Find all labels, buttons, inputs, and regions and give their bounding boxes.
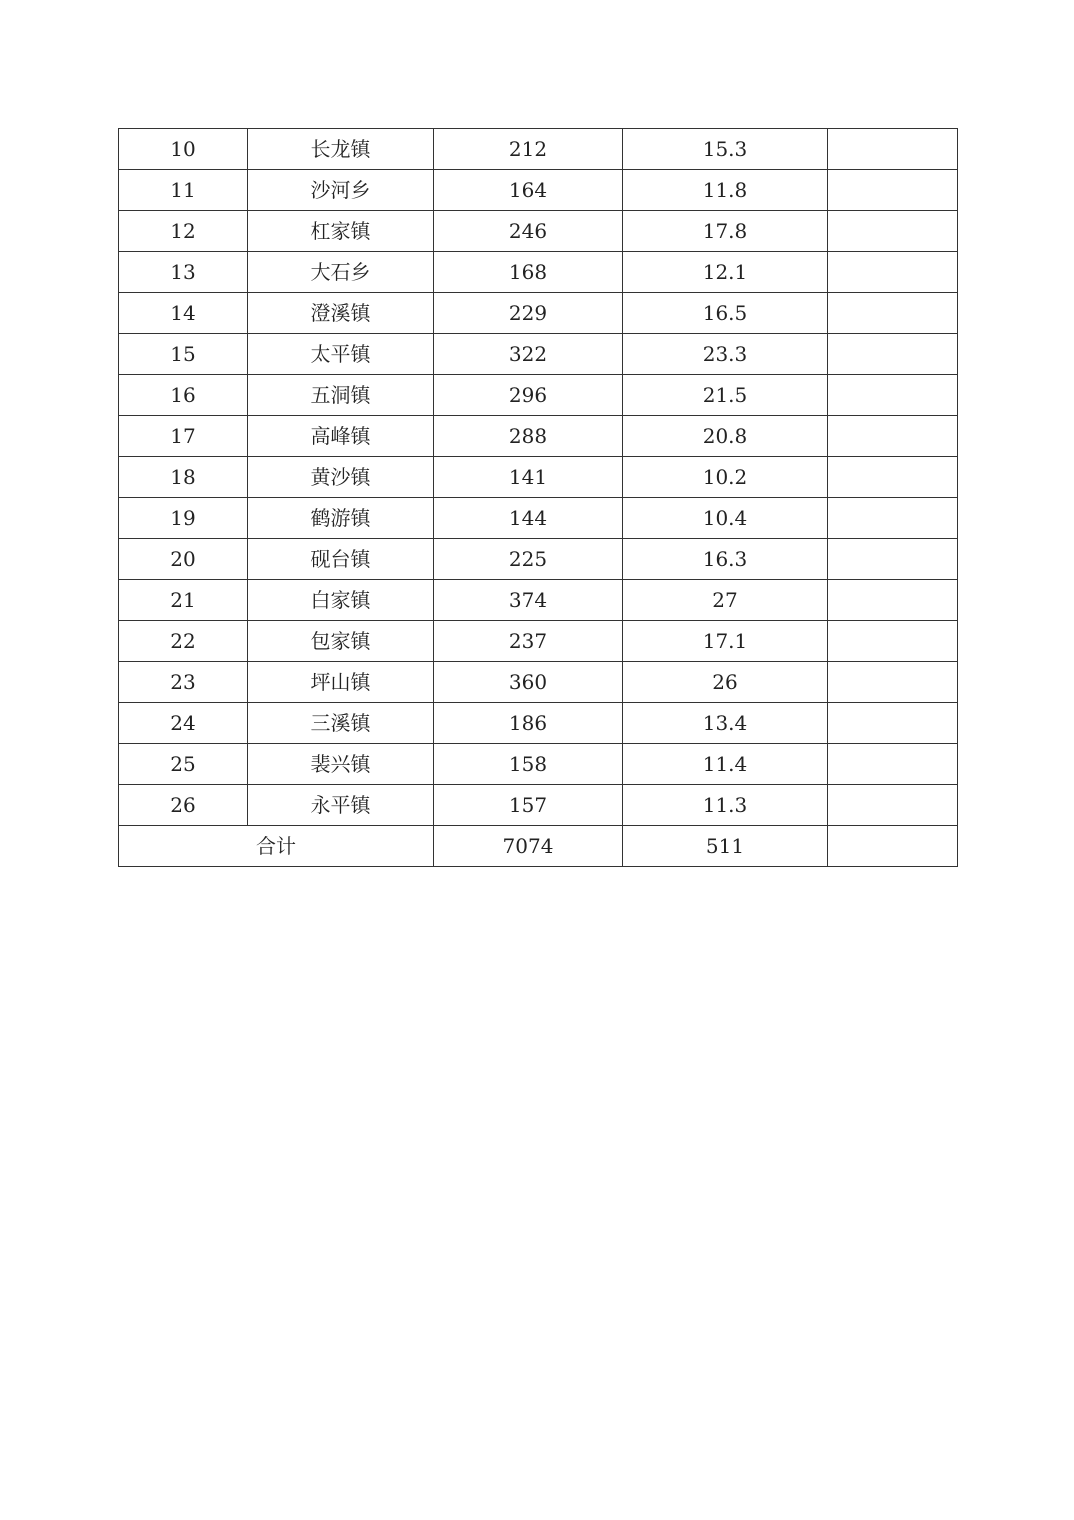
- table-row: [119, 621, 958, 662]
- table-row: [119, 252, 958, 293]
- table-row: [119, 498, 958, 539]
- table-row: [119, 457, 958, 498]
- value-a-cell: 288: [434, 416, 623, 457]
- town-name-cell: 砚台镇: [248, 539, 434, 580]
- note-cell: [828, 457, 958, 498]
- table-row: [119, 129, 958, 170]
- note-cell: [828, 416, 958, 457]
- value-b-cell: 15.3: [623, 129, 828, 170]
- value-b-cell: 16.3: [623, 539, 828, 580]
- value-b-cell: 17.1: [623, 621, 828, 662]
- value-a-cell: 141: [434, 457, 623, 498]
- value-a-cell: 322: [434, 334, 623, 375]
- table-body: [119, 129, 958, 867]
- town-name-cell: 沙河乡: [248, 170, 434, 211]
- note-cell: [828, 539, 958, 580]
- row-number-cell: 14: [119, 293, 248, 334]
- row-number-cell: 11: [119, 170, 248, 211]
- data-table: [118, 128, 958, 867]
- town-name-cell: 杠家镇: [248, 211, 434, 252]
- town-name-cell: 黄沙镇: [248, 457, 434, 498]
- town-name-cell: 长龙镇: [248, 129, 434, 170]
- town-name-cell: 裴兴镇: [248, 744, 434, 785]
- town-name-cell: 鹤游镇: [248, 498, 434, 539]
- value-b-cell: 11.4: [623, 744, 828, 785]
- note-cell: [828, 744, 958, 785]
- row-number-cell: 15: [119, 334, 248, 375]
- value-a-cell: 296: [434, 375, 623, 416]
- value-a-cell: 164: [434, 170, 623, 211]
- value-b-cell: 13.4: [623, 703, 828, 744]
- row-number-cell: 24: [119, 703, 248, 744]
- town-name-cell: 包家镇: [248, 621, 434, 662]
- note-cell: [828, 785, 958, 826]
- row-number-cell: 20: [119, 539, 248, 580]
- note-cell: [828, 703, 958, 744]
- value-a-cell: 374: [434, 580, 623, 621]
- table-row: [119, 293, 958, 334]
- table-row: [119, 744, 958, 785]
- table-row: [119, 170, 958, 211]
- value-a-cell: 144: [434, 498, 623, 539]
- note-cell: [828, 293, 958, 334]
- row-number-cell: 22: [119, 621, 248, 662]
- row-number-cell: 23: [119, 662, 248, 703]
- row-number-cell: 12: [119, 211, 248, 252]
- row-number-cell: 26: [119, 785, 248, 826]
- town-name-cell: 五洞镇: [248, 375, 434, 416]
- town-name-cell: 高峰镇: [248, 416, 434, 457]
- town-name-cell: 澄溪镇: [248, 293, 434, 334]
- note-cell: [828, 170, 958, 211]
- value-a-cell: 360: [434, 662, 623, 703]
- note-cell: [828, 129, 958, 170]
- value-b-cell: 11.8: [623, 170, 828, 211]
- value-a-cell: 186: [434, 703, 623, 744]
- value-b-cell: 10.2: [623, 457, 828, 498]
- row-number-cell: 13: [119, 252, 248, 293]
- town-name-cell: 太平镇: [248, 334, 434, 375]
- value-b-cell: 21.5: [623, 375, 828, 416]
- row-number-cell: 10: [119, 129, 248, 170]
- value-b-cell: 17.8: [623, 211, 828, 252]
- value-b-cell: 10.4: [623, 498, 828, 539]
- value-a-cell: 212: [434, 129, 623, 170]
- value-b-cell: 20.8: [623, 416, 828, 457]
- value-a-cell: 157: [434, 785, 623, 826]
- value-a-cell: 158: [434, 744, 623, 785]
- row-number-cell: 17: [119, 416, 248, 457]
- note-cell: [828, 211, 958, 252]
- row-number-cell: 19: [119, 498, 248, 539]
- total-label-cell: 合计: [119, 826, 434, 867]
- value-b-cell: 16.5: [623, 293, 828, 334]
- value-a-cell: 229: [434, 293, 623, 334]
- town-name-cell: 三溪镇: [248, 703, 434, 744]
- total-value-a-cell: 7074: [434, 826, 623, 867]
- table-row: [119, 580, 958, 621]
- table-row: [119, 539, 958, 580]
- value-b-cell: 27: [623, 580, 828, 621]
- value-a-cell: 237: [434, 621, 623, 662]
- row-number-cell: 18: [119, 457, 248, 498]
- value-a-cell: 225: [434, 539, 623, 580]
- note-cell: [828, 498, 958, 539]
- total-note-cell: [828, 826, 958, 867]
- value-a-cell: 168: [434, 252, 623, 293]
- table-row: [119, 211, 958, 252]
- table-row: [119, 785, 958, 826]
- table-row: [119, 662, 958, 703]
- value-b-cell: 11.3: [623, 785, 828, 826]
- town-name-cell: 白家镇: [248, 580, 434, 621]
- row-number-cell: 21: [119, 580, 248, 621]
- table-row: [119, 375, 958, 416]
- total-row: [119, 826, 958, 867]
- row-number-cell: 25: [119, 744, 248, 785]
- note-cell: [828, 252, 958, 293]
- row-number-cell: 16: [119, 375, 248, 416]
- note-cell: [828, 334, 958, 375]
- note-cell: [828, 375, 958, 416]
- note-cell: [828, 621, 958, 662]
- town-name-cell: 大石乡: [248, 252, 434, 293]
- note-cell: [828, 662, 958, 703]
- table-row: [119, 416, 958, 457]
- value-a-cell: 246: [434, 211, 623, 252]
- total-value-b-cell: 511: [623, 826, 828, 867]
- value-b-cell: 23.3: [623, 334, 828, 375]
- table-row: [119, 703, 958, 744]
- value-b-cell: 12.1: [623, 252, 828, 293]
- table-row: [119, 334, 958, 375]
- town-name-cell: 永平镇: [248, 785, 434, 826]
- value-b-cell: 26: [623, 662, 828, 703]
- town-name-cell: 坪山镇: [248, 662, 434, 703]
- note-cell: [828, 580, 958, 621]
